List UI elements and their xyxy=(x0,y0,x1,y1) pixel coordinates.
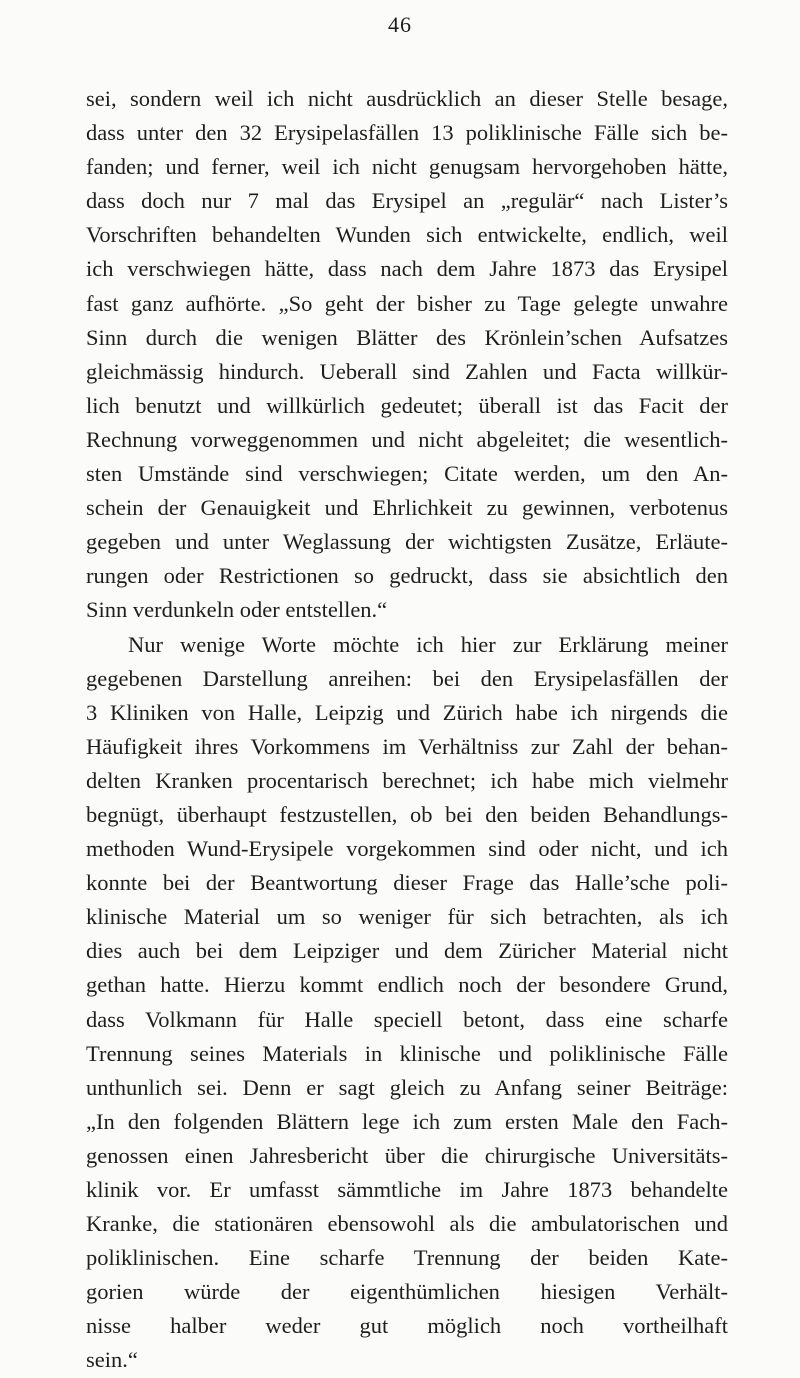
text-line: nisse halber weder gut möglich noch vortheilhaft xyxy=(86,1313,728,1339)
text-line: dass unter den 32 Erysipelasfällen 13 poliklinische Fälle sich be- xyxy=(86,120,728,146)
text-line: Rechnung vorweggenommen und nicht abgeleitet; die wesentlich- xyxy=(86,426,728,452)
text-line: Nur wenige Worte möchte ich hier zur Erklärung meiner xyxy=(128,631,728,657)
text-line: genossen einen Jahresbericht über die chirurgische Universitäts- xyxy=(86,1142,728,1168)
text-line: konnte bei der Beantwortung dieser Frage das Halle’sche poli- xyxy=(86,870,728,896)
text-line: fast ganz aufhörte. „So geht der bisher zu Tage gelegte unwahre xyxy=(86,290,728,316)
text-line: schein der Genauigkeit und Ehrlichkeit zu gewinnen, verbotenus xyxy=(86,495,728,521)
text-line: Häufigkeit ihres Vorkommens im Verhältniss zur Zahl der behan- xyxy=(86,733,728,759)
text-line: Kranke, die stationären ebensowohl als die ambulatorischen und xyxy=(86,1211,728,1237)
text-line: ich verschwiegen hätte, dass nach dem Jahre 1873 das Erysipel xyxy=(86,256,728,282)
text-line: delten Kranken procentarisch berechnet; ich habe mich vielmehr xyxy=(86,767,728,793)
text-line: „In den folgenden Blättern lege ich zum ersten Male den Fach- xyxy=(86,1108,728,1134)
text-line: poliklinischen. Eine scharfe Trennung der beiden Kate- xyxy=(86,1245,728,1271)
text-line: klinik vor. Er umfasst sämmtliche im Jahre 1873 behandelte xyxy=(86,1177,728,1202)
text-line: fanden; und ferner, weil ich nicht genugsam hervorgehoben hätte, xyxy=(86,154,728,180)
text-line: lich benutzt und willkürlich gedeutet; überall ist das Facit der xyxy=(86,392,728,418)
text-line: unthunlich sei. Denn er sagt gleich zu Anfang seiner Beiträge: xyxy=(86,1074,728,1100)
text-line: Vorschriften behandelten Wunden sich entwickelte, endlich, weil xyxy=(86,222,728,248)
text-line: sten Umstände sind verschwiegen; Citate werden, um den An- xyxy=(86,461,728,487)
text-line: Trennung seines Materials in klinische und poliklinische Fälle xyxy=(86,1040,728,1066)
text-line: 3 Kliniken von Halle, Leipzig und Zürich habe ich nirgends die xyxy=(86,699,728,725)
page-number: 46 xyxy=(388,12,412,37)
text-line: gleichmässig hindurch. Ueberall sind Zahlen und Facta willkür- xyxy=(86,358,728,384)
text-line: sein.“ xyxy=(86,1347,138,1373)
text-line: rungen oder Restrictionen so gedruckt, dass sie absichtlich den xyxy=(86,563,728,589)
text-line: dass doch nur 7 mal das Erysipel an „regulär“ nach Lister’s xyxy=(86,188,728,214)
text-line: gegeben und unter Weglassung der wichtigsten Zusätze, Erläute- xyxy=(86,529,728,555)
text-line: Sinn durch die wenigen Blätter des Krönlein’schen Aufsatzes xyxy=(86,324,728,350)
text-line: gorien würde der eigenthümlichen hiesigen Verhält- xyxy=(86,1279,728,1305)
text-line: methoden Wund-Erysipele vorgekommen sind oder nicht, und ich xyxy=(86,836,728,862)
text-line: begnügt, überhaupt festzustellen, ob bei den beiden Behandlungs- xyxy=(86,801,728,827)
text-line: gethan hatte. Hierzu kommt endlich noch der besondere Grund, xyxy=(86,972,728,998)
text-line: Sinn verdunkeln oder entstellen.“ xyxy=(86,597,388,623)
body-text xyxy=(86,82,728,1378)
text-line: gegebenen Darstellung anreihen: bei den Erysipelasfällen der xyxy=(86,665,728,691)
text-line: dass Volkmann für Halle speciell betont, dass eine scharfe xyxy=(86,1006,728,1032)
text-line: klinische Material um so weniger für sich betrachten, als ich xyxy=(86,904,728,930)
text-line: dies auch bei dem Leipziger und dem Züricher Material nicht xyxy=(86,938,728,964)
text-line: sei, sondern weil ich nicht ausdrücklich an dieser Stelle besage, xyxy=(86,86,728,111)
